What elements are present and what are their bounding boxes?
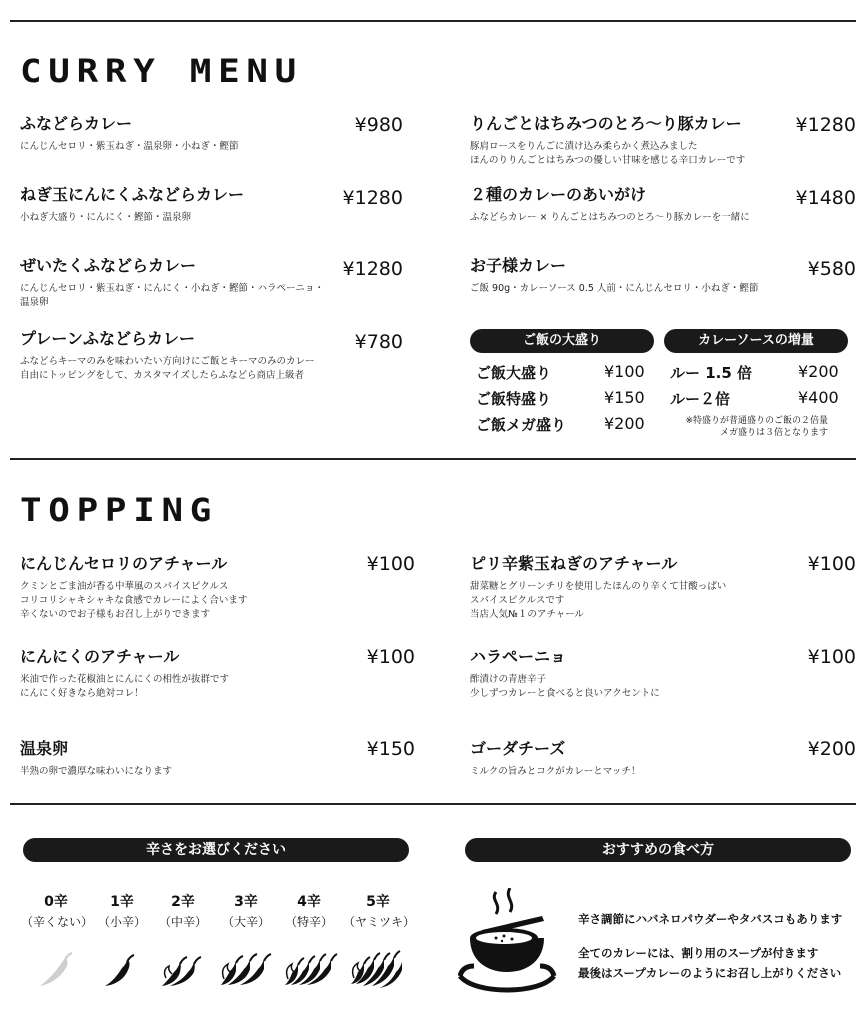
spice-level-label: 2辛 xyxy=(171,894,195,910)
item-description: 小ねぎ大盛り・にんにく・鰹節・温泉卵 xyxy=(20,212,192,223)
spice-level-description: （大辛） xyxy=(221,915,270,929)
item-description: ふなどらキーマのみを味わいたい方向けにご飯とキーマのみのカレー 自由にトッピングをして、カスタマイズしたらふなどら商店上級者 xyxy=(20,356,315,381)
rice-option-price: ¥100 xyxy=(604,362,645,381)
spice-level-label: 4辛 xyxy=(297,894,321,910)
item-name: りんごとはちみつのとろ〜り豚カレー xyxy=(470,114,742,133)
item-name: ２種のカレーのあいがけ xyxy=(470,185,647,204)
topping-item[interactable] xyxy=(470,736,856,779)
recommendation-line: 最後はスープカレーのようにお召し上がりください xyxy=(578,966,842,980)
chili-pepper-icon xyxy=(36,948,76,990)
topping-item[interactable] xyxy=(20,551,415,622)
sauce-option-price: ¥200 xyxy=(798,362,839,381)
item-name: ふなどらカレー xyxy=(20,114,133,133)
item-description: にんじんセロリ・紫玉ねぎ・にんにく・小ねぎ・鰹節・ハラペーニョ・ 温泉卵 xyxy=(20,283,325,308)
recommendation-line: 全てのカレーには、割り用のスープが付きます xyxy=(578,946,819,960)
curry-item[interactable] xyxy=(20,111,403,154)
curry-item[interactable] xyxy=(20,326,403,383)
item-name: 温泉卵 xyxy=(20,739,69,758)
item-description: クミンとごま油が香る中華風のスパイスピクルス コリコリシャキシャキな食感でカレーによく合います 辛くないのでお子様もお召し上がりできます xyxy=(20,581,248,620)
chili-pepper-icon xyxy=(220,949,272,991)
item-description: 半熟の卵で濃厚な味わいになります xyxy=(20,766,173,777)
middle-divider xyxy=(10,458,856,460)
sauce-increase-header: カレーソースの増量 xyxy=(664,329,848,353)
item-price: ¥100 xyxy=(366,646,415,668)
item-name: ねぎ玉にんにくふなどらカレー xyxy=(20,185,245,204)
spice-level-4[interactable] xyxy=(274,891,344,930)
topping-item[interactable] xyxy=(470,644,856,701)
item-price: ¥1480 xyxy=(795,187,856,209)
sauce-option[interactable]: ルー 1.5 倍 xyxy=(670,364,753,382)
curry-menu-title: CURRY MENU xyxy=(20,52,303,90)
item-description: ご飯 90g・カレーソース 0.5 人前・にんじんセロリ・小ねぎ・鰹節 xyxy=(470,283,759,294)
item-price: ¥780 xyxy=(354,331,403,353)
spice-level-3[interactable] xyxy=(211,891,281,930)
item-name: ゴーダチーズ xyxy=(470,739,566,758)
item-description: ミルクの旨みとコクがカレーとマッチ！ xyxy=(470,766,641,777)
spice-level-label: 3辛 xyxy=(234,894,258,910)
top-divider xyxy=(10,20,856,22)
item-price: ¥980 xyxy=(354,114,403,136)
item-price: ¥200 xyxy=(807,738,856,760)
item-description: 酢漬けの青唐辛子 少しずつカレーと食べると良いアクセントに xyxy=(470,674,660,699)
rice-option-price: ¥150 xyxy=(604,388,645,407)
item-name: にんじんセロリのアチャール xyxy=(20,554,228,573)
rice-option-price: ¥200 xyxy=(604,414,645,433)
recommendation-header: おすすめの食べ方 xyxy=(465,838,851,862)
item-description: にんじんセロリ・紫玉ねぎ・温泉卵・小ねぎ・鰹節 xyxy=(20,141,239,152)
topping-title: TOPPING xyxy=(20,491,219,529)
curry-item[interactable] xyxy=(20,182,403,225)
curry-item[interactable] xyxy=(470,253,856,296)
item-name: ぜいたくふなどらカレー xyxy=(20,256,197,275)
chili-pepper-icon xyxy=(160,952,204,992)
item-price: ¥100 xyxy=(366,553,415,575)
spice-level-header: 辛さをお選びください xyxy=(23,838,409,862)
lower-divider xyxy=(10,803,856,805)
item-price: ¥580 xyxy=(807,258,856,280)
spice-level-description: （小辛） xyxy=(97,915,146,929)
rice-note: ※特盛りが普通盛りのご飯の２倍量 メガ盛りは３倍となります xyxy=(685,416,828,438)
sauce-option[interactable]: ルー２倍 xyxy=(670,390,731,408)
recommendation-line: 辛さ調節にハバネロパウダーやタバスコもあります xyxy=(578,912,843,926)
chili-pepper-icon xyxy=(284,949,338,991)
rice-option[interactable]: ご飯大盛り xyxy=(476,364,552,382)
curry-item[interactable] xyxy=(20,253,403,310)
spice-level-2[interactable] xyxy=(148,891,218,930)
item-price: ¥1280 xyxy=(342,258,403,280)
item-name: プレーンふなどらカレー xyxy=(20,329,196,348)
spice-level-description: （特辛） xyxy=(284,915,333,929)
topping-item[interactable] xyxy=(20,736,415,779)
item-price: ¥150 xyxy=(366,738,415,760)
spice-level-1[interactable] xyxy=(87,891,157,930)
spice-level-label: 1辛 xyxy=(110,894,134,910)
item-name: ハラペーニョ xyxy=(470,647,567,666)
soup-bowl-icon xyxy=(458,888,566,994)
item-price: ¥1280 xyxy=(795,114,856,136)
topping-item[interactable] xyxy=(470,551,856,622)
item-description: ふなどらカレー × りんごとはちみつのとろ〜り豚カレーを一緒に xyxy=(470,212,750,223)
item-price: ¥100 xyxy=(807,646,856,668)
item-price: ¥100 xyxy=(807,553,856,575)
rice-option[interactable]: ご飯メガ盛り xyxy=(476,416,567,434)
chili-pepper-icon xyxy=(350,946,404,992)
spice-level-0[interactable] xyxy=(21,891,94,930)
spice-level-description: （ヤミツキ） xyxy=(343,915,416,929)
spice-level-description: （中辛） xyxy=(158,915,207,929)
item-name: お子様カレー xyxy=(470,256,567,275)
chili-pepper-icon xyxy=(102,950,138,990)
spice-level-description: （辛くない） xyxy=(21,915,94,929)
spice-level-label: 5辛 xyxy=(366,894,390,910)
curry-item[interactable] xyxy=(470,111,856,168)
topping-item[interactable] xyxy=(20,644,415,701)
spice-level-5[interactable] xyxy=(343,891,416,930)
spice-level-label: 0辛 xyxy=(44,894,68,910)
item-name: ピリ辛紫玉ねぎのアチャール xyxy=(470,554,678,573)
item-description: 米油で作った花椒油とにんにくの相性が抜群です にんにく好きなら絶対コレ！ xyxy=(20,674,230,699)
sauce-option-price: ¥400 xyxy=(798,388,839,407)
item-name: にんにくのアチャール xyxy=(20,647,180,666)
item-price: ¥1280 xyxy=(342,187,403,209)
rice-option[interactable]: ご飯特盛り xyxy=(476,390,552,408)
curry-item[interactable] xyxy=(470,182,856,225)
item-description: 甜菜糖とグリーンチリを使用したほんのり辛くて甘酸っぱい スパイスピクルスです 当店人気№１のアチャール xyxy=(470,581,727,620)
rice-size-header: ご飯の大盛り xyxy=(470,329,654,353)
item-description: 豚肩ロースをりんごに漬け込み柔らかく煮込みました ほんのりりんごとはちみつの優しい甘味を感じる辛口カレーです xyxy=(470,141,746,166)
